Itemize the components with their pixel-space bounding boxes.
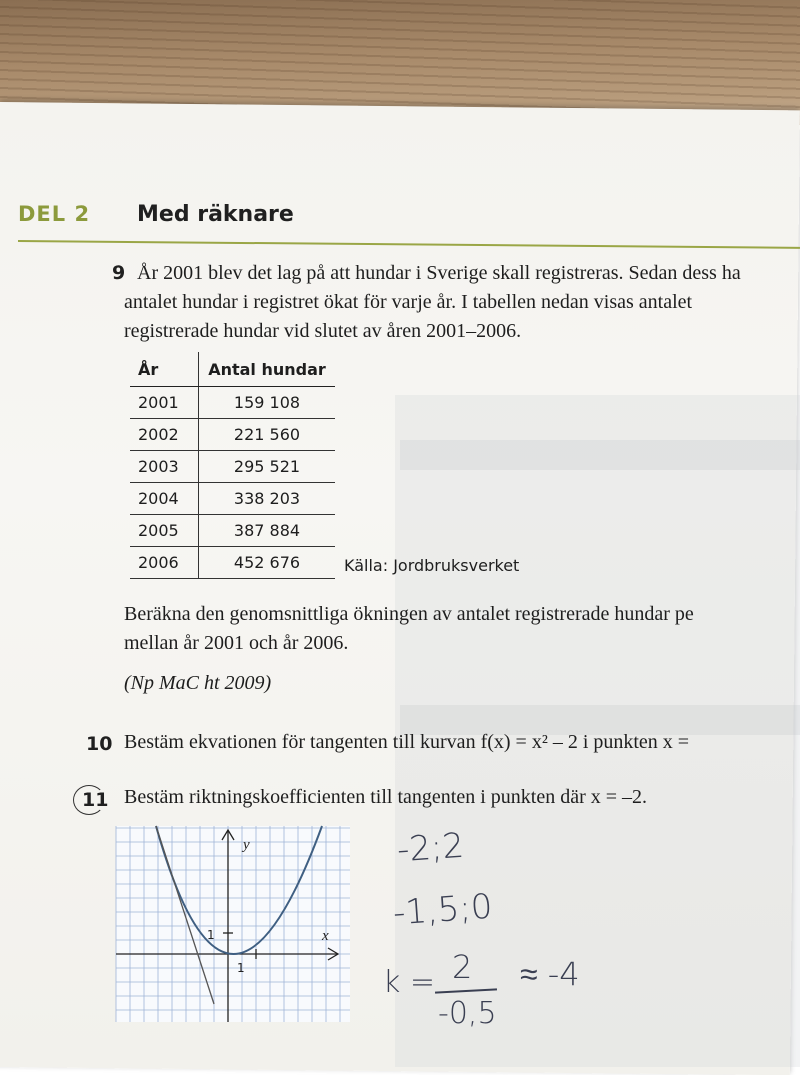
q11-text: Bestäm riktningskoefficienten till tangenten i punkten där x = –2.	[124, 786, 648, 808]
table-source: Källa: Jordbruksverket	[344, 556, 520, 575]
table-row	[130, 515, 335, 547]
cell-year: 2005	[130, 515, 199, 547]
table-row	[130, 547, 335, 579]
bleed-through-band	[400, 440, 800, 470]
section-title: Med räknare	[137, 202, 294, 227]
table-row	[130, 387, 335, 419]
q10-text: Bestäm ekvationen för tangenten till kurvan f(x) = x² – 2 i punkten x =	[124, 731, 690, 753]
handwritten-point-2: -1,5;0	[391, 886, 494, 934]
cell-year: 2002	[130, 419, 199, 451]
cell-year: 2001	[130, 387, 199, 419]
handwritten-numerator: 2	[452, 948, 473, 986]
cell-year: 2004	[130, 483, 199, 515]
table-row	[130, 419, 335, 451]
graph-grid	[116, 826, 350, 1022]
cell-count: 387 884	[199, 515, 336, 547]
q9-task-line-2: mellan år 2001 och år 2006.	[124, 632, 349, 654]
handwritten-point-1: -2;2	[395, 825, 466, 871]
question-number-10: 10	[86, 733, 113, 755]
cell-count: 452 676	[199, 547, 336, 579]
handwritten-result: ≈ -4	[520, 955, 580, 993]
question-number-9: 9	[112, 262, 126, 284]
column-header-year: År	[130, 352, 199, 387]
dog-registry-table	[130, 352, 335, 579]
y-tick-label: 1	[207, 928, 215, 942]
q9-citation: (Np MaC ht 2009)	[124, 672, 272, 694]
table-row	[130, 483, 335, 515]
y-axis-label: y	[243, 837, 250, 853]
part-label: DEL 2	[18, 202, 91, 226]
column-header-count: Antal hundar	[199, 352, 336, 387]
x-tick-label: 1	[237, 961, 245, 975]
x-axis-label: x	[322, 928, 329, 944]
cell-count: 338 203	[199, 483, 336, 515]
cell-count: 159 108	[199, 387, 336, 419]
handwritten-denominator: -0,5	[438, 996, 497, 1031]
cell-count: 221 560	[199, 419, 336, 451]
q9-text-line-2: antalet hundar i registret ökat för varje år. I tabellen nedan visas antalet	[124, 291, 693, 313]
cell-year: 2003	[130, 451, 199, 483]
q9-text-line-3: registrerade hundar vid slutet av åren 2001–2006.	[124, 320, 522, 342]
q9-task-line-1: Beräkna den genomsnittliga ökningen av antalet registrerade hundar pe	[124, 603, 694, 625]
parabola-graph	[110, 822, 355, 1027]
cell-count: 295 521	[199, 451, 336, 483]
table-header-row	[130, 352, 335, 387]
handwritten-k-label: k =	[383, 965, 436, 1000]
cell-year: 2006	[130, 547, 199, 579]
q9-text-line-1: År 2001 blev det lag på att hundar i Sverige skall registreras. Sedan dess ha	[137, 262, 741, 284]
table-row	[130, 451, 335, 483]
question-number-11: 11	[82, 789, 109, 811]
